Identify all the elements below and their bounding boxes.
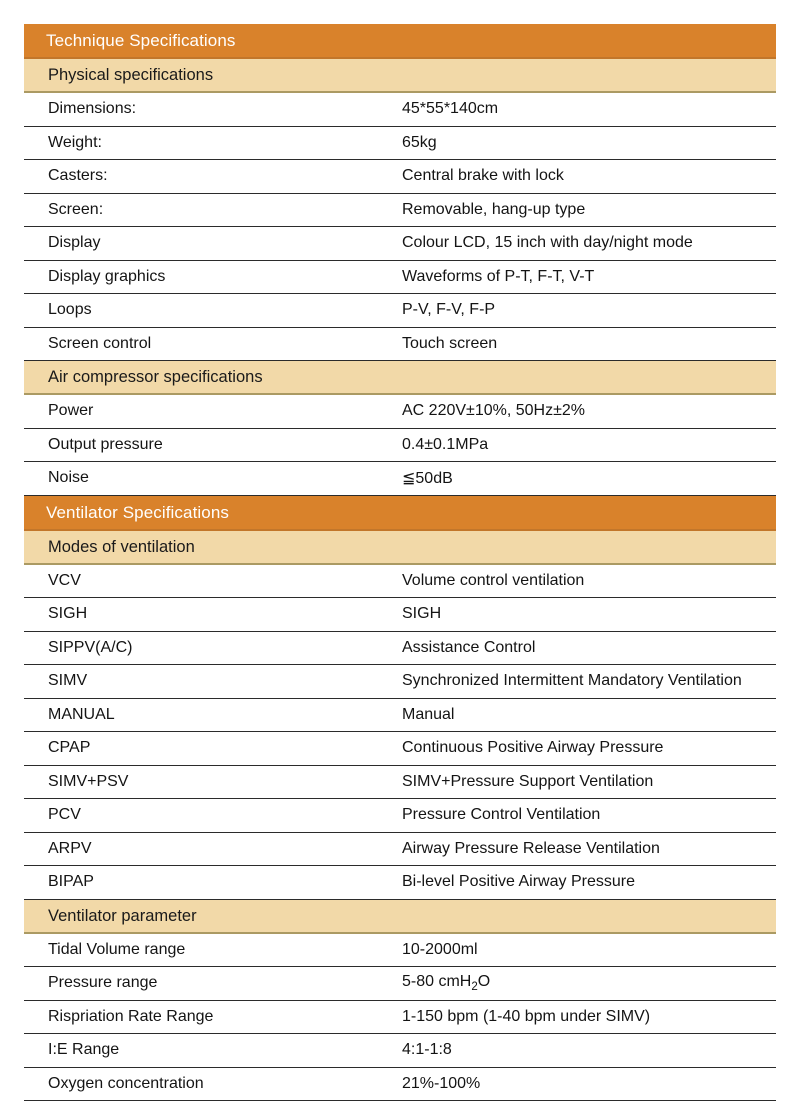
spec-value: Pressure Control Ventilation [400,799,776,833]
spec-value: Volume control ventilation [400,564,776,598]
spec-label: SIGH [24,598,400,632]
table-row [24,260,776,294]
spec-value: 21%-100% [400,1067,776,1101]
section-title: Technique Specifications [24,24,776,58]
spec-label: Weight: [24,126,400,160]
table-row [24,665,776,699]
spec-value: Colour LCD, 15 inch with day/night mode [400,227,776,261]
spec-label: ARPV [24,832,400,866]
spec-value: 65kg [400,126,776,160]
spec-label: Dimensions: [24,92,400,126]
spec-value: SIGH [400,598,776,632]
spec-value: Central brake with lock [400,160,776,194]
table-row [24,92,776,126]
spec-value: AC 220V±10%, 50Hz±2% [400,394,776,428]
spec-label: SIMV+PSV [24,765,400,799]
spec-label: Screen: [24,193,400,227]
spec-label: Rispriation Rate Range [24,1000,400,1034]
table-row [24,564,776,598]
table-row [24,799,776,833]
spec-value: Waveforms of P-T, F-T, V-T [400,260,776,294]
table-row [24,698,776,732]
spec-value: Synchronized Intermittent Mandatory Ventilation [400,665,776,699]
table-row [24,327,776,361]
table-row [24,631,776,665]
table-row [24,967,776,1001]
spec-label: Noise [24,462,400,496]
section-title: Air compressor specifications [24,361,776,395]
spec-value: 45*55*140cm [400,92,776,126]
spec-value: Continuous Positive Airway Pressure [400,732,776,766]
spec-value: Removable, hang-up type [400,193,776,227]
spec-label: VCV [24,564,400,598]
table-row [24,1067,776,1101]
table-row [24,462,776,496]
table-body [24,24,776,1101]
table-row [24,933,776,967]
spec-label: Output pressure [24,428,400,462]
table-row [24,294,776,328]
section-title: Ventilator Specifications [24,495,776,530]
table-row [24,866,776,900]
section-banner-minor [24,530,776,564]
table-row [24,428,776,462]
section-title: Ventilator parameter [24,899,776,933]
spec-value: 1-150 bpm (1-40 bpm under SIMV) [400,1000,776,1034]
spec-label: Pressure range [24,967,400,1001]
spec-label: PCV [24,799,400,833]
section-title: Physical specifications [24,58,776,92]
spec-value: P-V, F-V, F-P [400,294,776,328]
section-banner-major [24,24,776,58]
table-row [24,598,776,632]
section-banner-minor [24,361,776,395]
table-row [24,832,776,866]
spec-label: Oxygen concentration [24,1067,400,1101]
table-row [24,1000,776,1034]
spec-label: MANUAL [24,698,400,732]
spec-value: 0.4±0.1MPa [400,428,776,462]
spec-label: Screen control [24,327,400,361]
spec-label: I:E Range [24,1034,400,1068]
spec-value: Airway Pressure Release Ventilation [400,832,776,866]
spec-value: Assistance Control [400,631,776,665]
spec-label: SIMV [24,665,400,699]
table-row [24,160,776,194]
spec-label: Display graphics [24,260,400,294]
spec-label: Power [24,394,400,428]
spec-value: 4:1-1:8 [400,1034,776,1068]
spec-value: ≦50dB [400,462,776,496]
section-banner-minor [24,899,776,933]
spec-value: Touch screen [400,327,776,361]
table-row [24,732,776,766]
spec-label: BIPAP [24,866,400,900]
section-title: Modes of ventilation [24,530,776,564]
technique-specifications-table [24,24,776,1101]
table-row [24,1034,776,1068]
section-banner-major [24,495,776,530]
spec-value: Bi-level Positive Airway Pressure [400,866,776,900]
spec-label: SIPPV(A/C) [24,631,400,665]
spec-value: 10-2000ml [400,933,776,967]
spec-label: Casters: [24,160,400,194]
spec-value: SIMV+Pressure Support Ventilation [400,765,776,799]
spec-value: Manual [400,698,776,732]
table-row [24,193,776,227]
spec-label: Loops [24,294,400,328]
table-row [24,765,776,799]
table-row [24,394,776,428]
spec-label: Tidal Volume range [24,933,400,967]
table-row [24,227,776,261]
spec-label: CPAP [24,732,400,766]
spec-value: 5-80 cmH$_2$O [400,967,776,1001]
spec-label: Display [24,227,400,261]
table-row [24,126,776,160]
section-banner-minor [24,58,776,92]
